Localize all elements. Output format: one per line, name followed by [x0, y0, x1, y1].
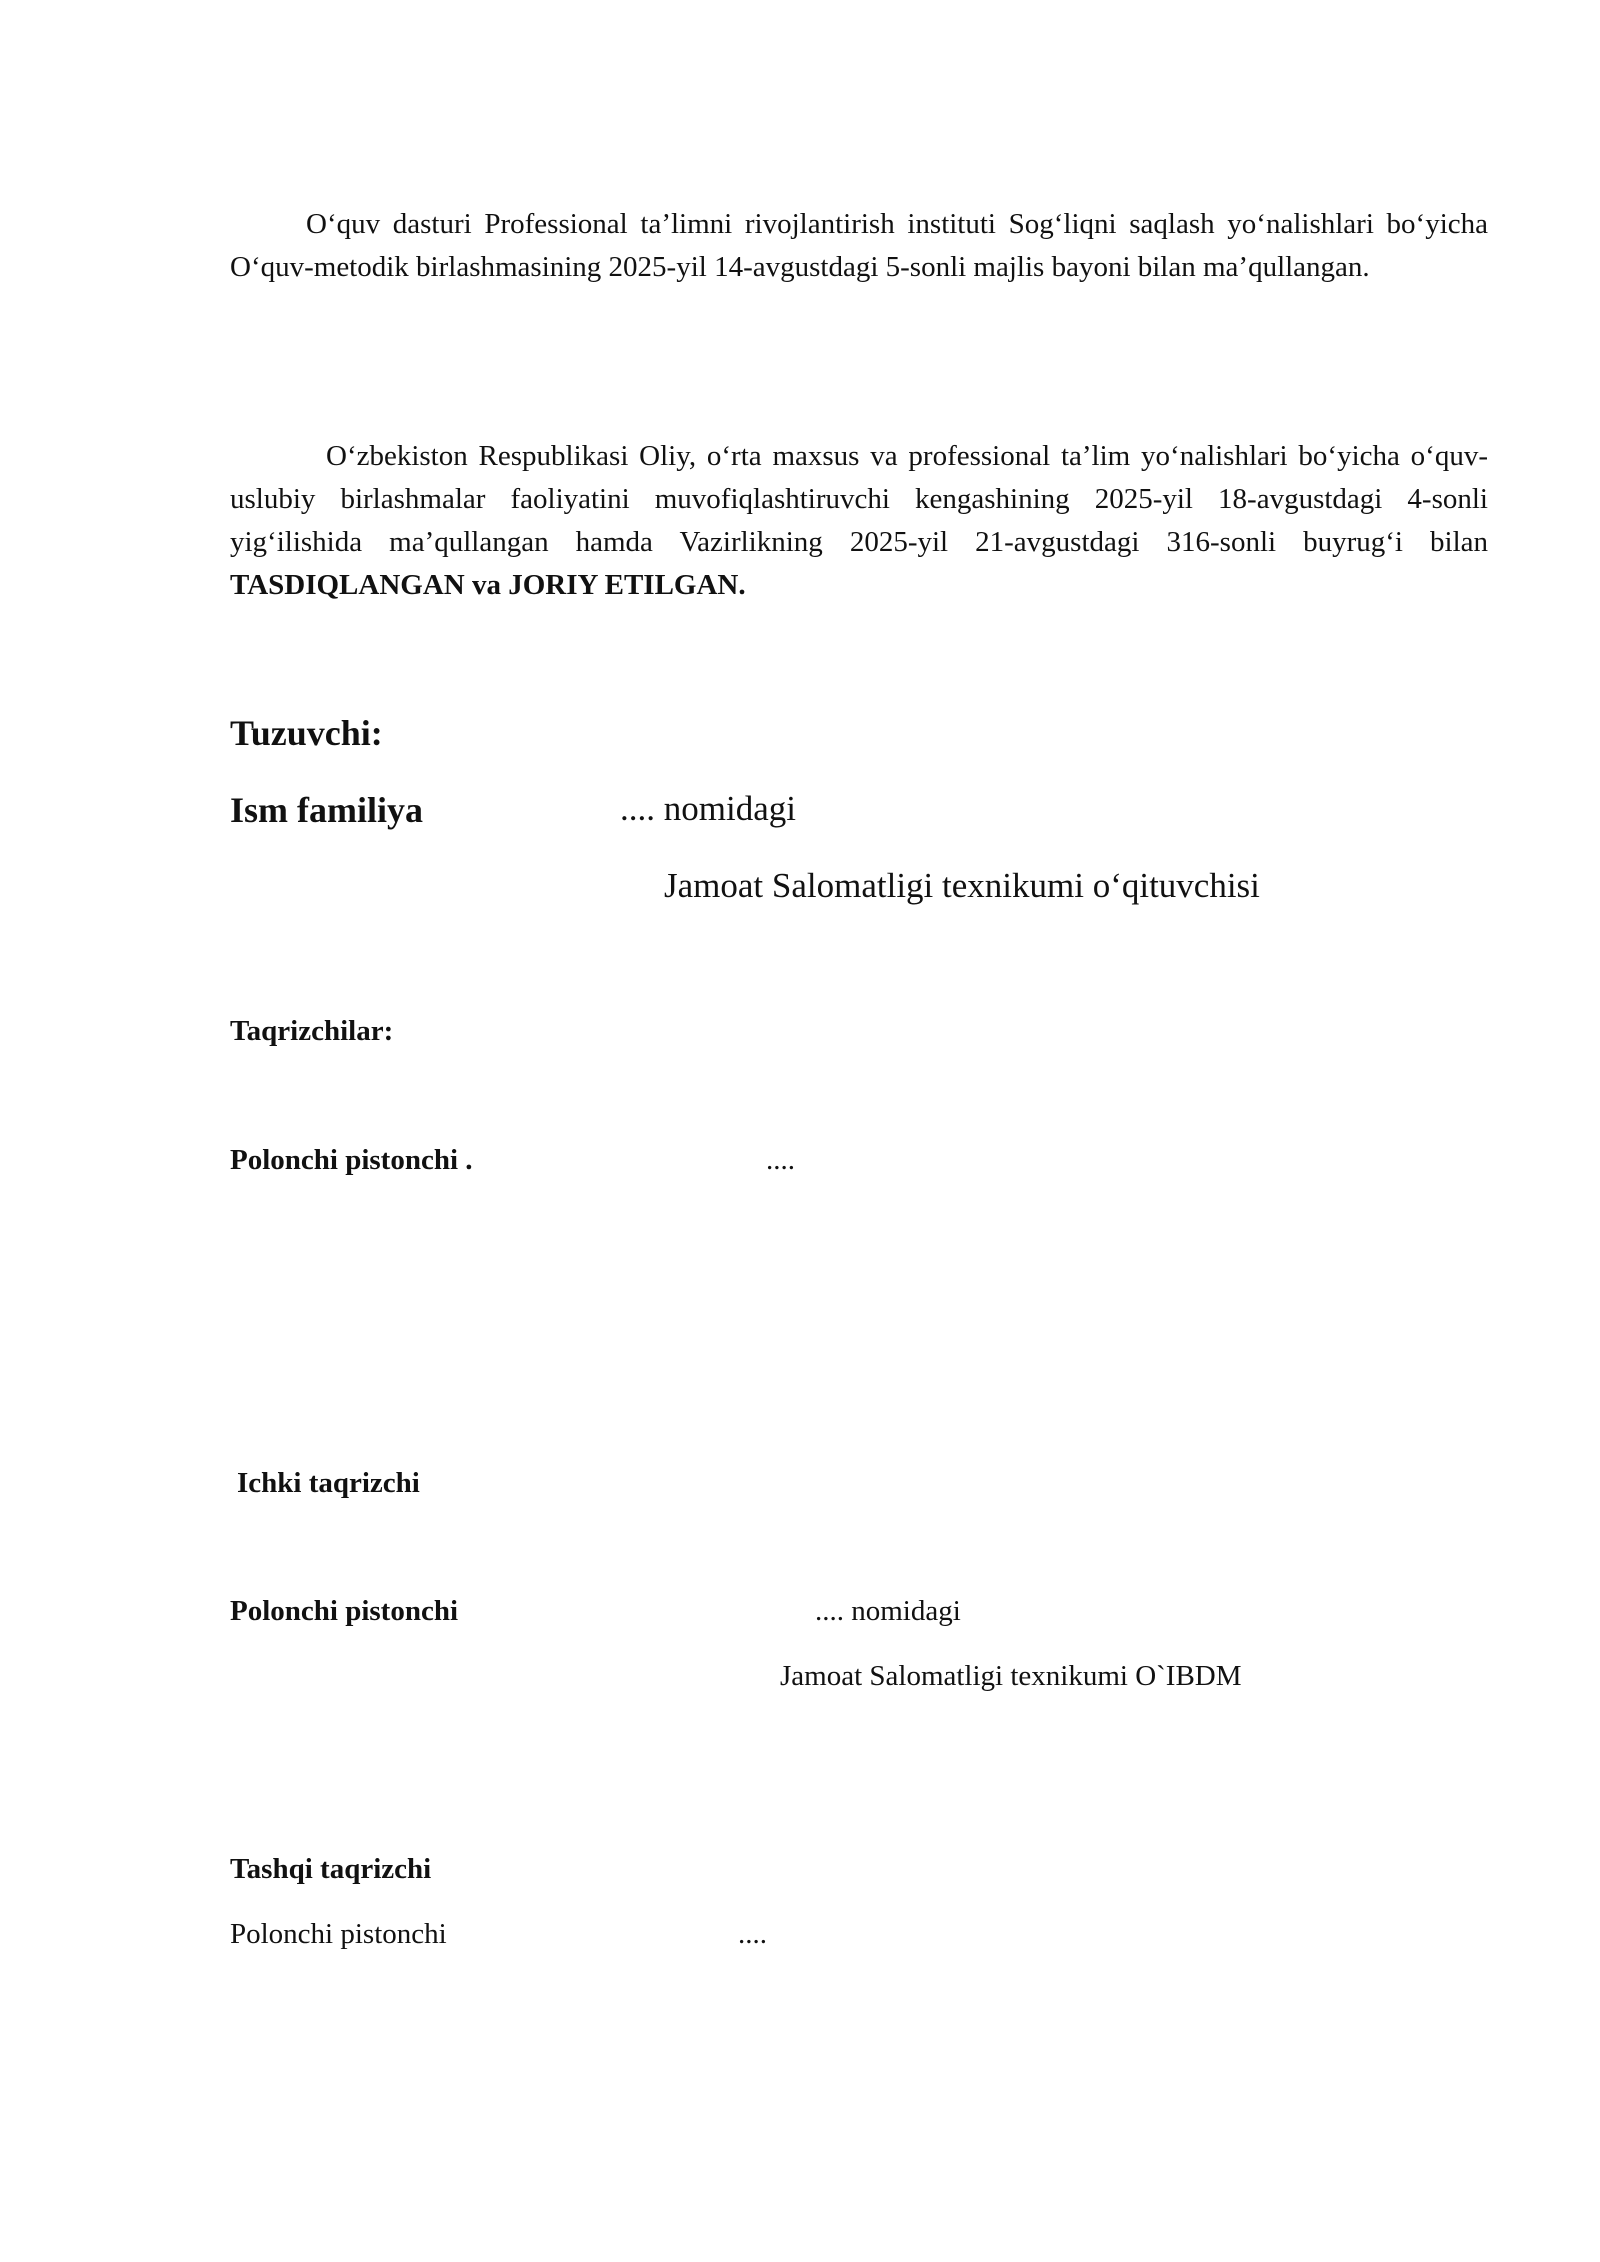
- approval-paragraph-2: [230, 435, 1488, 607]
- author-name: Ism familiya: [230, 790, 423, 830]
- approval-paragraph-1: [230, 203, 1488, 289]
- reviewers-heading: Taqrizchilar:: [230, 1015, 394, 1047]
- author-heading: Tuzuvchi:: [230, 713, 383, 753]
- reviewer1-org: ....: [766, 1144, 795, 1176]
- author-org-line2: Jamoat Salomatligi texnikumi o‘qituvchisi: [664, 866, 1260, 905]
- internal-reviewer-name: Polonchi pistonchi: [230, 1595, 459, 1627]
- author-org-line1: .... nomidagi: [620, 789, 796, 828]
- external-reviewer-heading: Tashqi taqrizchi: [230, 1853, 432, 1885]
- internal-reviewer-org-line2: Jamoat Salomatligi texnikumi O`IBDM: [780, 1660, 1242, 1692]
- approval-emphasis: TASDIQLANGAN va JORIY ETILGAN.: [230, 569, 746, 601]
- approval-paragraph-2-text: O‘zbekiston Respublikasi Oliy, o‘rta maxsus va professional ta’lim yo‘nalishlari bo‘yicha o‘quv-uslubiy birlashmalar faoliyatini muvofiqlashtiruvchi kengashining 2025-yil 18-avgustdagi 4-sonli yig‘ilishida ma’qullangan hamda Vazirlikning 2025-yil 21-avgustdagi 316-sonli buyrug‘i bilan: [230, 440, 1488, 558]
- external-reviewer-org: ....: [738, 1918, 767, 1950]
- external-reviewer-name: Polonchi pistonchi: [230, 1918, 447, 1950]
- internal-reviewer-org-line1: .... nomidagi: [815, 1595, 961, 1627]
- internal-reviewer-heading: Ichki taqrizchi: [237, 1467, 420, 1499]
- approval-paragraph-1-text: O‘quv dasturi Professional ta’limni rivojlantirish instituti Sog‘liqni saqlash yo‘nalishlari bo‘yicha O‘quv-metodik birlashmasining 2025-yil 14-avgustdagi 5-sonli majlis bayoni bilan ma’qullangan.: [230, 208, 1488, 283]
- reviewer1-name: Polonchi pistonchi .: [230, 1144, 473, 1176]
